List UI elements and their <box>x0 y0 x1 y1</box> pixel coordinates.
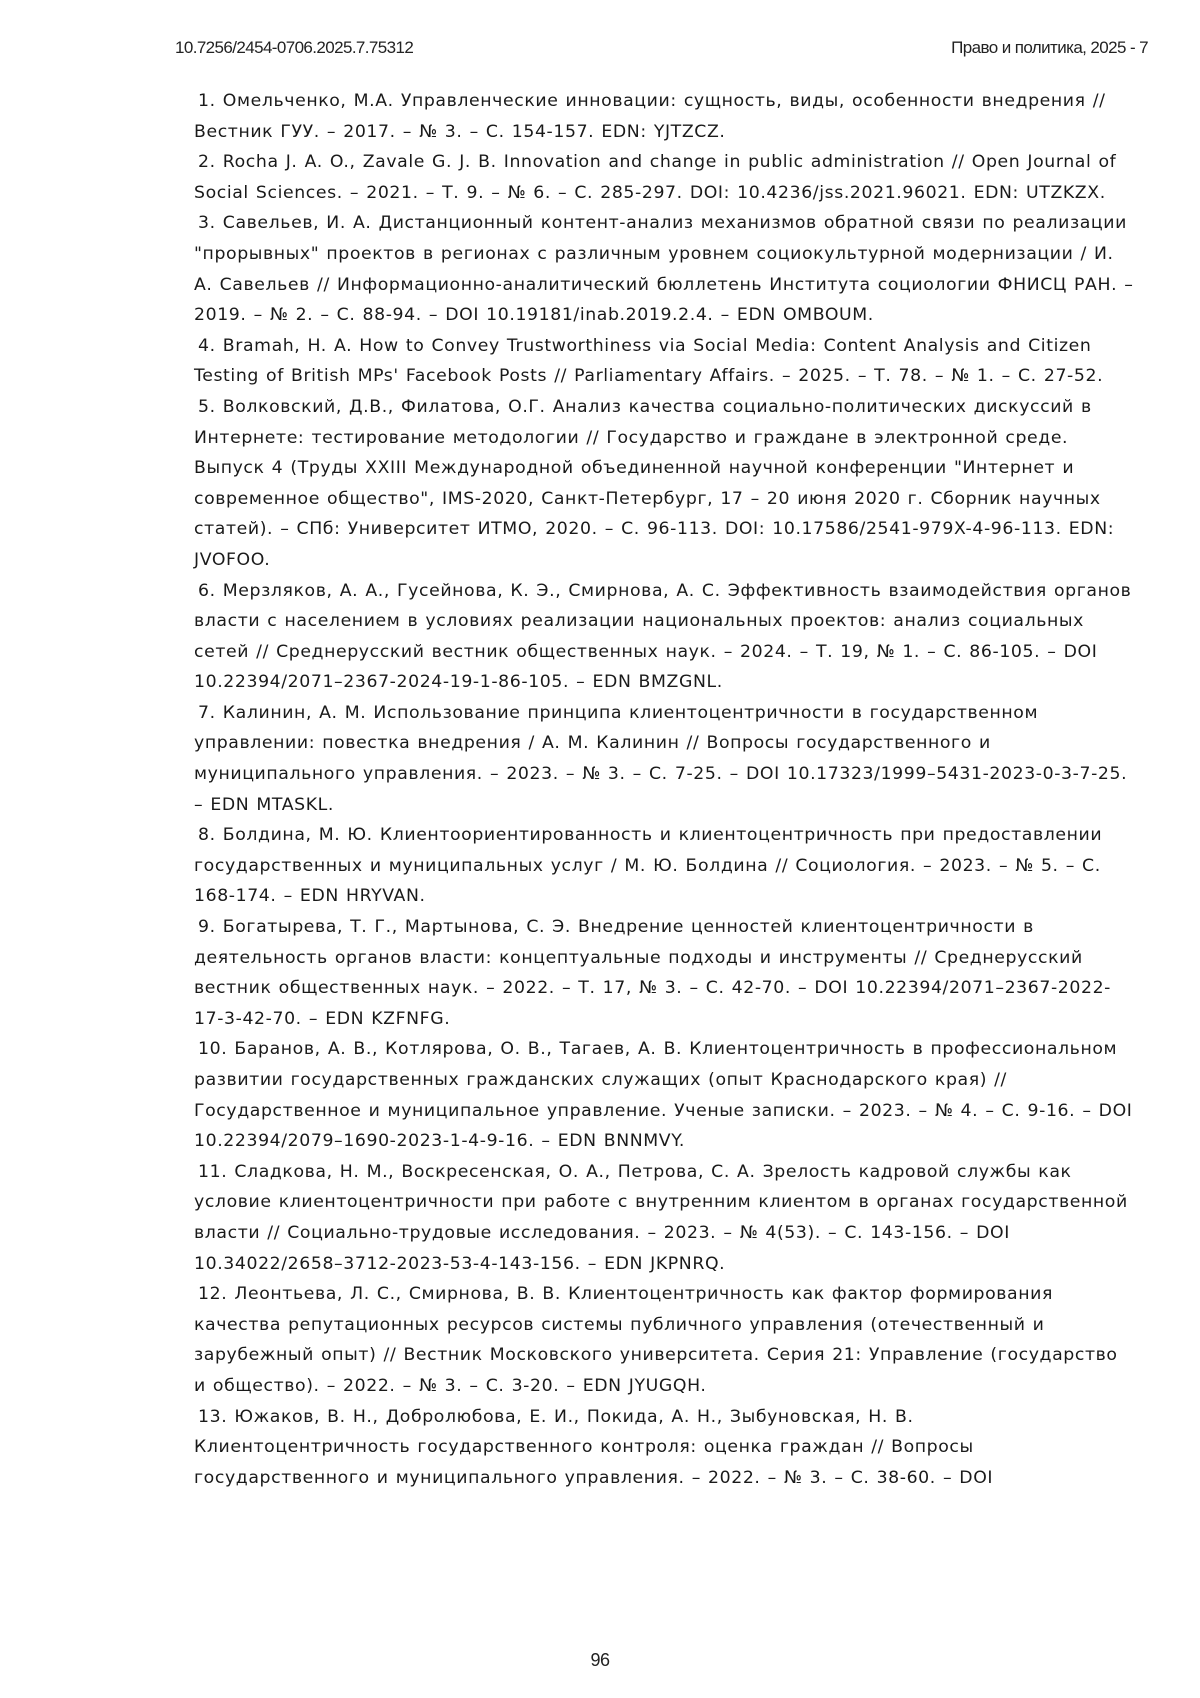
reference-item-4: 4. Bramah, H. A. How to Convey Trustworthiness via Social Media: Content Analysis and Citizen Testing of British MPs' Facebook Posts // Parliamentary Affairs. – 2025. – Т. 78. – № 1. – С. 27-52. <box>194 331 1134 392</box>
reference-item-2: 2. Rocha J. A. O., Zavale G. J. B. Innovation and change in public administration // Open Journal of Social Sciences. – 2021. – Т. 9. – № 6. – С. 285-297. DOI: 10.4236/jss.2021.96021. EDN: UTZKZX. <box>194 147 1134 208</box>
reference-item-6: 6. Мерзляков, А. А., Гусейнова, К. Э., Смирнова, А. С. Эффективность взаимодействия органов власти с населением в условиях реализации национальных проектов: анализ социальных сетей // Среднерусский вестник общественных наук. – 2024. – Т. 19, № 1. – С. 86-105. – DOI 10.22394/2071–2367-2024-19-1-86-105. – EDN BMZGNL. <box>194 576 1134 698</box>
reference-list <box>194 86 1134 1493</box>
reference-item-3: 3. Савельев, И. А. Дистанционный контент-анализ механизмов обратной связи по реализации "прорывных" проектов в регионах с различным уровнем социокультурной модернизации / И. А. Савельев // Информационно-аналитический бюллетень Института социологии ФНИСЦ РАН. – 2019. – № 2. – С. 88-94. – DOI 10.19181/inab.2019.2.4. – EDN OMBOUM. <box>194 208 1134 330</box>
doi-header: 10.7256/2454-0706.2025.7.75312 <box>175 38 413 58</box>
reference-item-5: 5. Волковский, Д.В., Филатова, О.Г. Анализ качества социально-политических дискуссий в Интернете: тестирование методологии // Государство и граждане в электронной среде. Выпуск 4 (Труды XXIII Международной объединенной научной конференции "Интернет и современное общество", IMS-2020, Санкт-Петербург, 17 – 20 июня 2020 г. Сборник научных статей). – СПб: Университет ИТМО, 2020. – С. 96-113. DOI: 10.17586/2541-979X-4-96-113. EDN: JVOFOO. <box>194 392 1134 576</box>
reference-item-1: 1. Омельченко, М.А. Управленческие инновации: сущность, виды, особенности внедрения // Вестник ГУУ. – 2017. – № 3. – С. 154-157. EDN: YJTZCZ. <box>194 86 1134 147</box>
reference-item-13: 13. Южаков, В. Н., Добролюбова, Е. И., Покида, А. Н., Зыбуновская, Н. В. Клиентоцентричность государственного контроля: оценка граждан // Вопросы государственного и муниципального управления. – 2022. – № 3. – С. 38-60. – DOI <box>194 1402 1134 1494</box>
reference-item-10: 10. Баранов, А. В., Котлярова, О. В., Тагаев, А. В. Клиентоцентричность в профессиональном развитии государственных гражданских служащих (опыт Краснодарского края) // Государственное и муниципальное управление. Ученые записки. – 2023. – № 4. – С. 9-16. – DOI 10.22394/2079–1690-2023-1-4-9-16. – EDN BNNMVY. <box>194 1034 1134 1156</box>
reference-item-7: 7. Калинин, А. М. Использование принципа клиентоцентричности в государственном управлении: повестка внедрения / А. М. Калинин // Вопросы государственного и муниципального управления. – 2023. – № 3. – С. 7-25. – DOI 10.17323/1999–5431-2023-0-3-7-25. – EDN MTASKL. <box>194 698 1134 820</box>
journal-header: Право и политика, 2025 - 7 <box>951 38 1148 58</box>
reference-item-8: 8. Болдина, М. Ю. Клиентоориентированность и клиентоцентричность при предоставлении государственных и муниципальных услуг / М. Ю. Болдина // Социология. – 2023. – № 5. – С. 168-174. – EDN HRYVAN. <box>194 820 1134 912</box>
reference-item-11: 11. Сладкова, Н. М., Воскресенская, О. А., Петрова, С. А. Зрелость кадровой службы как условие клиентоцентричности при работе с внутренним клиентом в органах государственной власти // Социально-трудовые исследования. – 2023. – № 4(53). – С. 143-156. – DOI 10.34022/2658–3712-2023-53-4-143-156. – EDN JKPNRQ. <box>194 1157 1134 1279</box>
reference-item-9: 9. Богатырева, Т. Г., Мартынова, С. Э. Внедрение ценностей клиентоцентричности в деятельность органов власти: концептуальные подходы и инструменты // Среднерусский вестник общественных наук. – 2022. – Т. 17, № 3. – С. 42-70. – DOI 10.22394/2071–2367-2022-17-3-42-70. – EDN KZFNFG. <box>194 912 1134 1034</box>
page-number: 96 <box>0 1650 1200 1671</box>
reference-item-12: 12. Леонтьева, Л. С., Смирнова, В. В. Клиентоцентричность как фактор формирования качества репутационных ресурсов системы публичного управления (отечественный и зарубежный опыт) // Вестник Московского университета. Серия 21: Управление (государство и общество). – 2022. – № 3. – С. 3-20. – EDN JYUGQH. <box>194 1279 1134 1401</box>
